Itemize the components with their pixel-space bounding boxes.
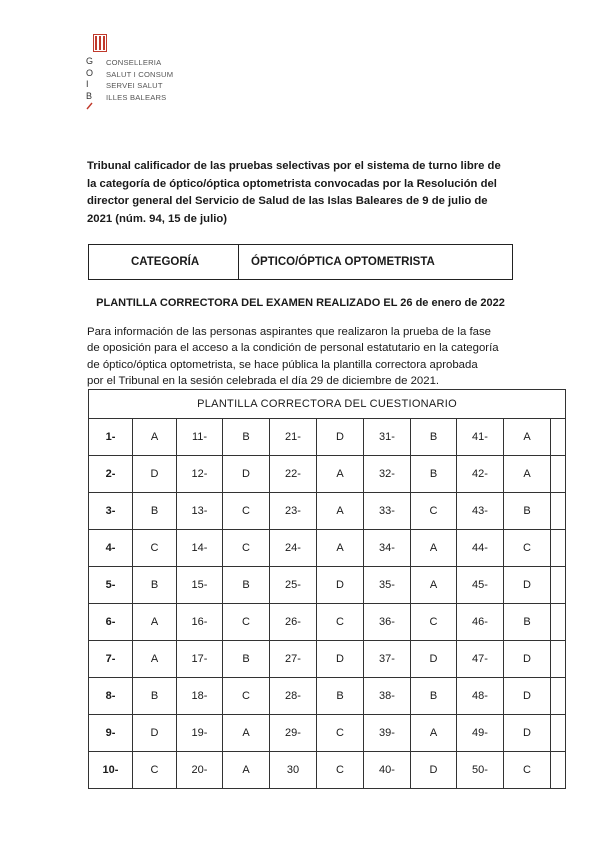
answer-letter: B <box>504 604 551 641</box>
table-row <box>89 715 566 752</box>
question-number: 11- <box>177 419 223 456</box>
heading-line: la categoría de óptico/óptica optometrista convocadas por la Resolución del <box>87 177 497 190</box>
answer-letter: C <box>133 752 177 789</box>
answer-letter: D <box>504 641 551 678</box>
answer-letter: C <box>504 530 551 567</box>
table-row <box>89 567 566 604</box>
intro-paragraph <box>87 324 527 389</box>
question-number: 39- <box>364 715 411 752</box>
question-number: 2- <box>89 456 133 493</box>
answer-letter: C <box>411 604 457 641</box>
logo-letter: B <box>86 90 93 101</box>
question-number: 50- <box>457 752 504 789</box>
answer-letter: A <box>133 604 177 641</box>
category-label: CATEGORÍA <box>89 245 239 279</box>
answer-letter: C <box>504 752 551 789</box>
question-number: 31- <box>364 419 411 456</box>
answer-letter: C <box>317 752 364 789</box>
question-number: 20- <box>177 752 223 789</box>
answer-letter: A <box>133 641 177 678</box>
answer-letter: D <box>504 678 551 715</box>
logo-letter: O <box>86 67 94 78</box>
table-row <box>89 752 566 789</box>
logo-text <box>106 57 173 103</box>
answer-letter: B <box>411 419 457 456</box>
question-number: 1- <box>89 419 133 456</box>
logo-line: CONSELLERIA <box>106 58 162 67</box>
answer-letter: D <box>504 715 551 752</box>
answer-letter: D <box>411 752 457 789</box>
question-number: 36- <box>364 604 411 641</box>
answer-letter: A <box>223 715 270 752</box>
question-number: 9- <box>89 715 133 752</box>
answer-letter: C <box>317 715 364 752</box>
heading-line: Tribunal calificador de las pruebas selectivas por el sistema de turno libre de <box>87 160 501 172</box>
logo-letter: I <box>86 79 89 89</box>
empty-cell <box>551 715 566 752</box>
question-number: 44- <box>457 530 504 567</box>
question-number: 26- <box>270 604 317 641</box>
answer-letter: B <box>133 493 177 530</box>
question-number: 23- <box>270 493 317 530</box>
question-number: 27- <box>270 641 317 678</box>
answer-letter: B <box>411 456 457 493</box>
question-number: 35- <box>364 567 411 604</box>
answer-letter: C <box>223 530 270 567</box>
empty-cell <box>551 419 566 456</box>
answer-letter: A <box>317 456 364 493</box>
empty-cell <box>551 604 566 641</box>
answer-letter: A <box>411 567 457 604</box>
empty-cell <box>551 678 566 715</box>
table-row <box>89 456 566 493</box>
answer-letter: A <box>411 530 457 567</box>
question-number: 48- <box>457 678 504 715</box>
exam-subtitle: PLANTILLA CORRECTORA DEL EXAMEN REALIZADO EL 26 de enero de 2022 <box>96 297 505 309</box>
answer-letter: B <box>133 567 177 604</box>
empty-cell <box>551 641 566 678</box>
heading-line: director general del Servicio de Salud de las Islas Baleares de 9 de julio de <box>87 195 488 207</box>
question-number: 47- <box>457 641 504 678</box>
empty-cell <box>551 752 566 789</box>
intro-line: Para información de las personas aspirantes que realizaron la prueba de la fase <box>87 326 491 338</box>
empty-cell <box>551 456 566 493</box>
question-number: 46- <box>457 604 504 641</box>
question-number: 15- <box>177 567 223 604</box>
answer-letter: C <box>223 493 270 530</box>
question-number: 45- <box>457 567 504 604</box>
table-row <box>89 604 566 641</box>
government-shield-logo-icon <box>93 34 107 52</box>
answer-letter: C <box>317 604 364 641</box>
answer-letter: D <box>133 456 177 493</box>
answer-letter: D <box>223 456 270 493</box>
table-row <box>89 419 566 456</box>
question-number: 8- <box>89 678 133 715</box>
answer-letter: C <box>223 604 270 641</box>
question-number: 13- <box>177 493 223 530</box>
question-number: 32- <box>364 456 411 493</box>
empty-cell <box>551 530 566 567</box>
answer-letter: A <box>133 419 177 456</box>
intro-line: de óptico/óptica optometrista, se hace pública la plantilla correctora aprobada <box>87 358 478 371</box>
table-row <box>89 530 566 567</box>
answer-letter: D <box>504 567 551 604</box>
question-number: 29- <box>270 715 317 752</box>
question-number: 7- <box>89 641 133 678</box>
answer-letter: D <box>317 419 364 456</box>
question-number: 12- <box>177 456 223 493</box>
empty-cell <box>551 493 566 530</box>
answer-letter: B <box>133 678 177 715</box>
table-row <box>89 641 566 678</box>
answer-letter: B <box>411 678 457 715</box>
answer-letter: B <box>504 493 551 530</box>
intro-line: de oposición para el acceso a la condición de personal estatutario en la categoría <box>87 342 499 355</box>
heading-line: 2021 (núm. 94, 15 de julio) <box>87 212 228 225</box>
question-number: 38- <box>364 678 411 715</box>
document-heading <box>87 158 517 228</box>
answer-letter: A <box>504 456 551 493</box>
answer-letter: A <box>317 530 364 567</box>
question-number: 4- <box>89 530 133 567</box>
table-row <box>89 493 566 530</box>
question-number: 37- <box>364 641 411 678</box>
answer-letter: C <box>411 493 457 530</box>
table-row <box>89 678 566 715</box>
question-number: 34- <box>364 530 411 567</box>
answer-letter: D <box>133 715 177 752</box>
question-number: 42- <box>457 456 504 493</box>
question-number: 43- <box>457 493 504 530</box>
question-number: 5- <box>89 567 133 604</box>
question-number: 14- <box>177 530 223 567</box>
question-number: 22- <box>270 456 317 493</box>
answer-letter: C <box>133 530 177 567</box>
question-number: 6- <box>89 604 133 641</box>
question-number: 19- <box>177 715 223 752</box>
logo-line: ILLES BALEARS <box>106 92 167 102</box>
question-number: 28- <box>270 678 317 715</box>
answer-letter: B <box>223 567 270 604</box>
answer-key-title: PLANTILLA CORRECTORA DEL CUESTIONARIO <box>89 390 566 419</box>
question-number: 10- <box>89 752 133 789</box>
answer-letter: A <box>504 419 551 456</box>
question-number: 24- <box>270 530 317 567</box>
answer-key-table <box>88 389 566 789</box>
answer-letter: D <box>411 641 457 678</box>
question-number: 3- <box>89 493 133 530</box>
answer-letter: B <box>317 678 364 715</box>
answer-letter: D <box>317 641 364 678</box>
category-value: ÓPTICO/ÓPTICA OPTOMETRISTA <box>251 256 435 268</box>
answer-letter: A <box>411 715 457 752</box>
question-number: 18- <box>177 678 223 715</box>
answer-letter: B <box>223 641 270 678</box>
logo-line: SALUT I CONSUM <box>106 69 174 79</box>
question-number: 16- <box>177 604 223 641</box>
empty-cell <box>551 567 566 604</box>
intro-line: por el Tribunal en la sesión celebrada el día 29 de diciembre de 2021. <box>87 374 440 387</box>
answer-letter: B <box>223 419 270 456</box>
logo-line: SERVEI SALUT <box>106 81 163 90</box>
question-number: 17- <box>177 641 223 678</box>
answer-letter: A <box>317 493 364 530</box>
answer-letter: D <box>317 567 364 604</box>
question-number: 40- <box>364 752 411 789</box>
answer-letter: C <box>223 678 270 715</box>
question-number: 49- <box>457 715 504 752</box>
question-number: 30 <box>270 752 317 789</box>
answer-letter: A <box>223 752 270 789</box>
logo-letters <box>86 56 100 102</box>
question-number: 21- <box>270 419 317 456</box>
question-number: 41- <box>457 419 504 456</box>
question-number: 33- <box>364 493 411 530</box>
logo-letter: G <box>86 56 94 66</box>
logo-accent-mark <box>86 102 93 110</box>
question-number: 25- <box>270 567 317 604</box>
category-box <box>88 244 513 280</box>
